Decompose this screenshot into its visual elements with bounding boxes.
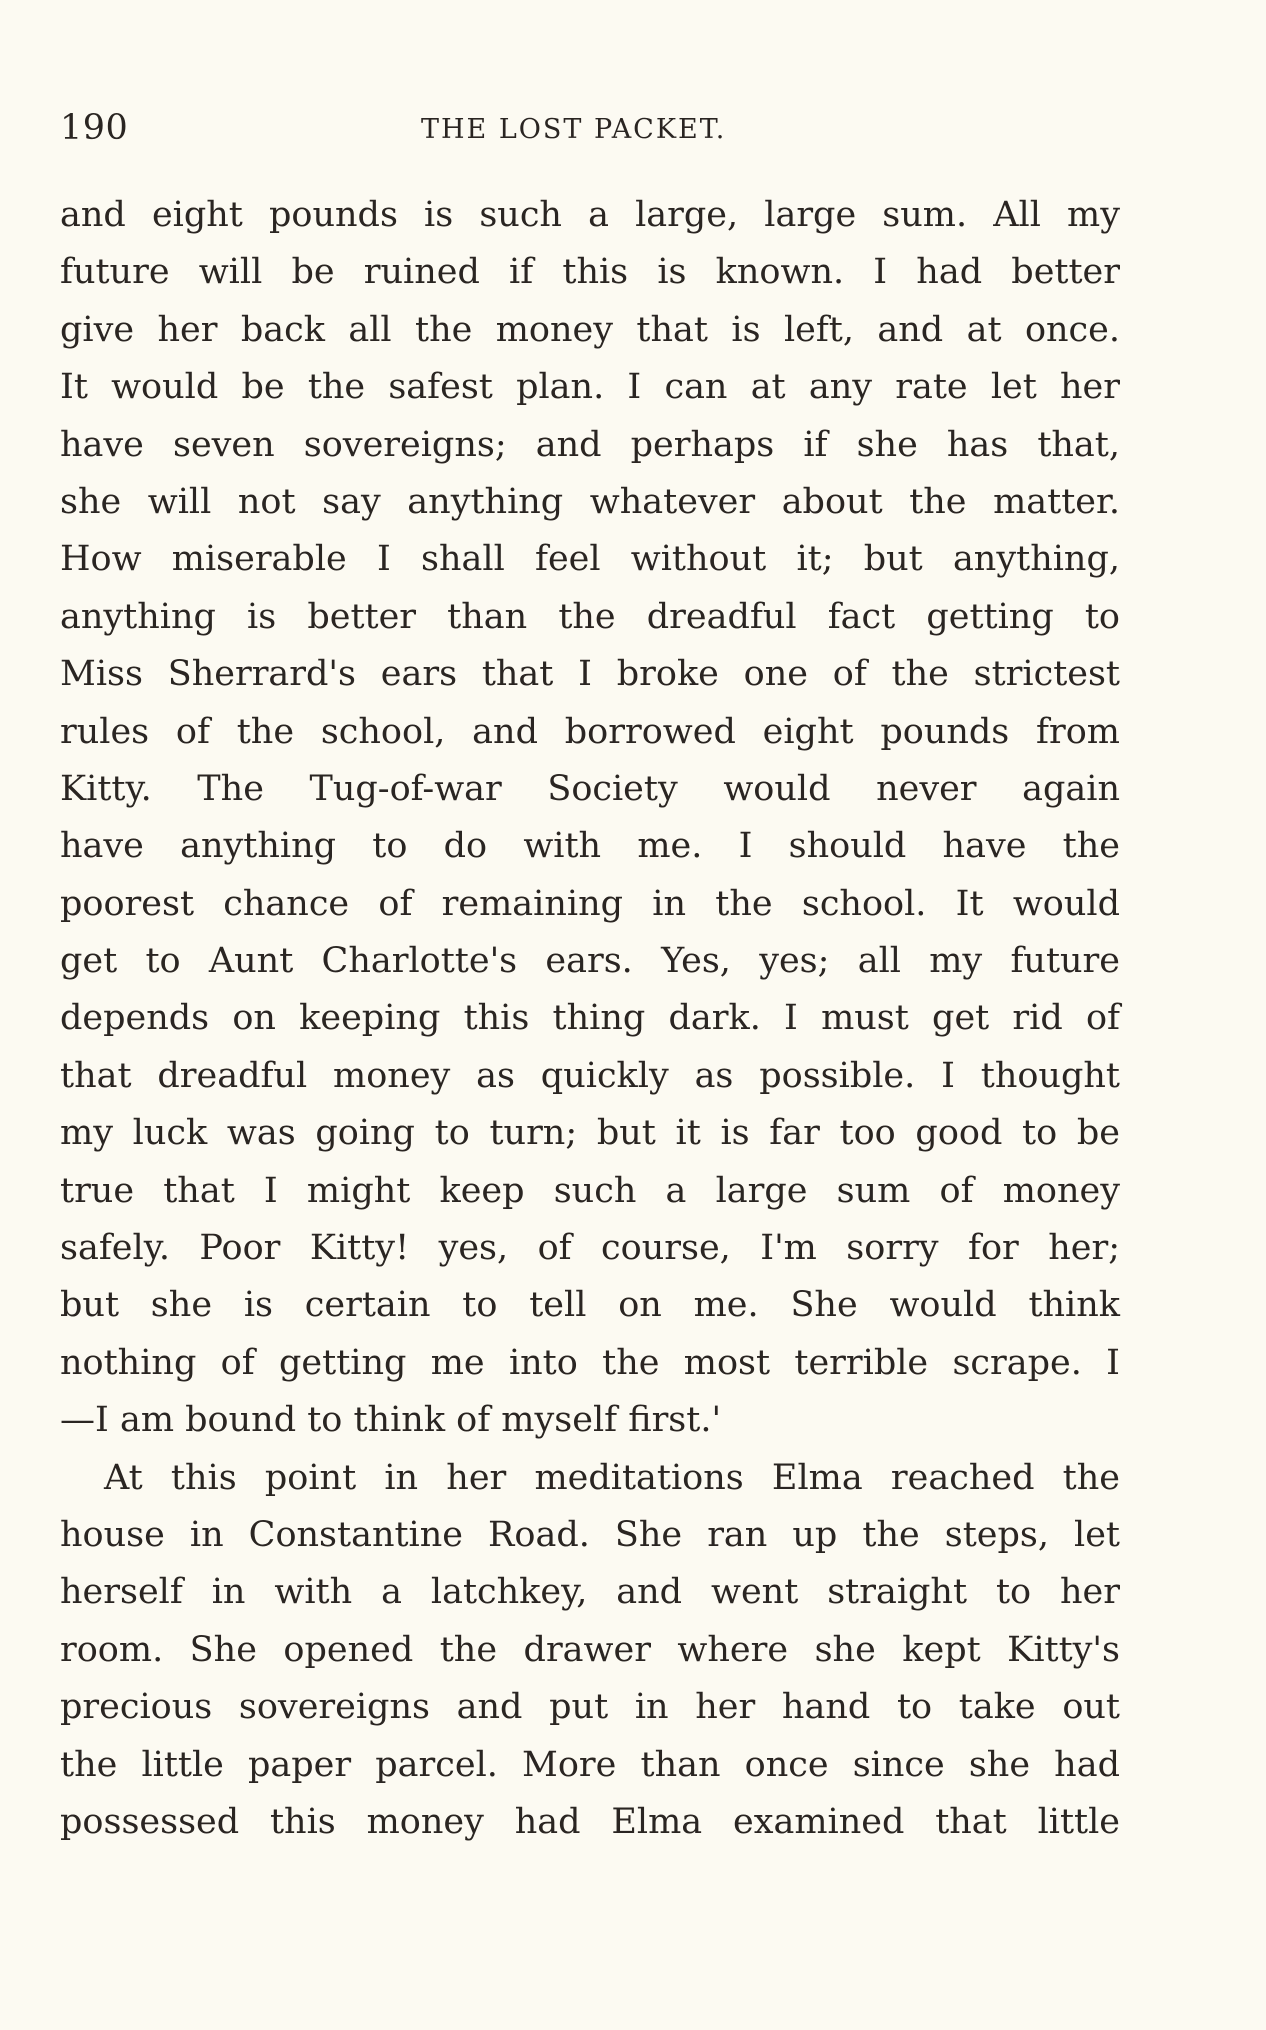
- text-line: the little paper parcel. More than once since she had: [60, 1744, 1120, 1785]
- text-line: precious sovereigns and put in her hand to take out: [60, 1687, 1120, 1728]
- page-number: 190: [60, 108, 129, 148]
- text-line: possessed this money had Elma examined that little: [60, 1801, 1120, 1842]
- text-line: Kitty. The Tug-of-war Society would never again: [60, 768, 1120, 809]
- text-line: anything is better than the dreadful fact getting to: [60, 596, 1120, 637]
- text-line: future will be ruined if this is known. I had better: [60, 252, 1120, 293]
- text-line: At this point in her meditations Elma reached the: [104, 1457, 1120, 1498]
- text-line: house in Constantine Road. She ran up the steps, let: [60, 1514, 1120, 1555]
- text-line: depends on keeping this thing dark. I must get rid of: [60, 998, 1120, 1039]
- text-line: but she is certain to tell on me. She would think: [60, 1285, 1120, 1326]
- text-line: and eight pounds is such a large, large sum. All my: [60, 195, 1120, 235]
- running-head: THE LOST PACKET.: [421, 114, 727, 145]
- text-line: that dreadful money as quickly as possible. I thought: [60, 1055, 1120, 1096]
- page-header: [60, 108, 1120, 154]
- text-line: safely. Poor Kitty! yes, of course, I'm sorry for her;: [60, 1228, 1120, 1269]
- text-line: my luck was going to turn; but it is far too good to be: [60, 1113, 1120, 1154]
- text-line: she will not say anything whatever about the matter.: [60, 481, 1120, 522]
- text-line: get to Aunt Charlotte's ears. Yes, yes; all my future: [60, 941, 1120, 982]
- text-line: give her back all the money that is left, and at once.: [60, 309, 1120, 350]
- text-line: nothing of getting me into the most terrible scrape. I: [60, 1342, 1120, 1383]
- text-line: Miss Sherrard's ears that I broke one of the strictest: [60, 654, 1120, 695]
- text-line: How miserable I shall feel without it; but anything,: [60, 539, 1120, 580]
- text-line: true that I might keep such a large sum of money: [60, 1170, 1120, 1211]
- text-line: rules of the school, and borrowed eight pounds from: [60, 711, 1120, 752]
- body-text: [60, 187, 1120, 1851]
- text-line: have seven sovereigns; and perhaps if she has that,: [60, 424, 1120, 465]
- text-line: It would be the safest plan. I can at any rate let her: [60, 367, 1120, 408]
- text-line: have anything to do with me. I should have the: [60, 826, 1120, 867]
- text-line: room. She opened the drawer where she kept Kitty's: [60, 1629, 1120, 1670]
- text-line: —I am bound to think of myself first.': [60, 1400, 722, 1441]
- text-line: herself in with a latchkey, and went straight to her: [60, 1572, 1120, 1613]
- text-line: poorest chance of remaining in the school. It would: [60, 883, 1120, 924]
